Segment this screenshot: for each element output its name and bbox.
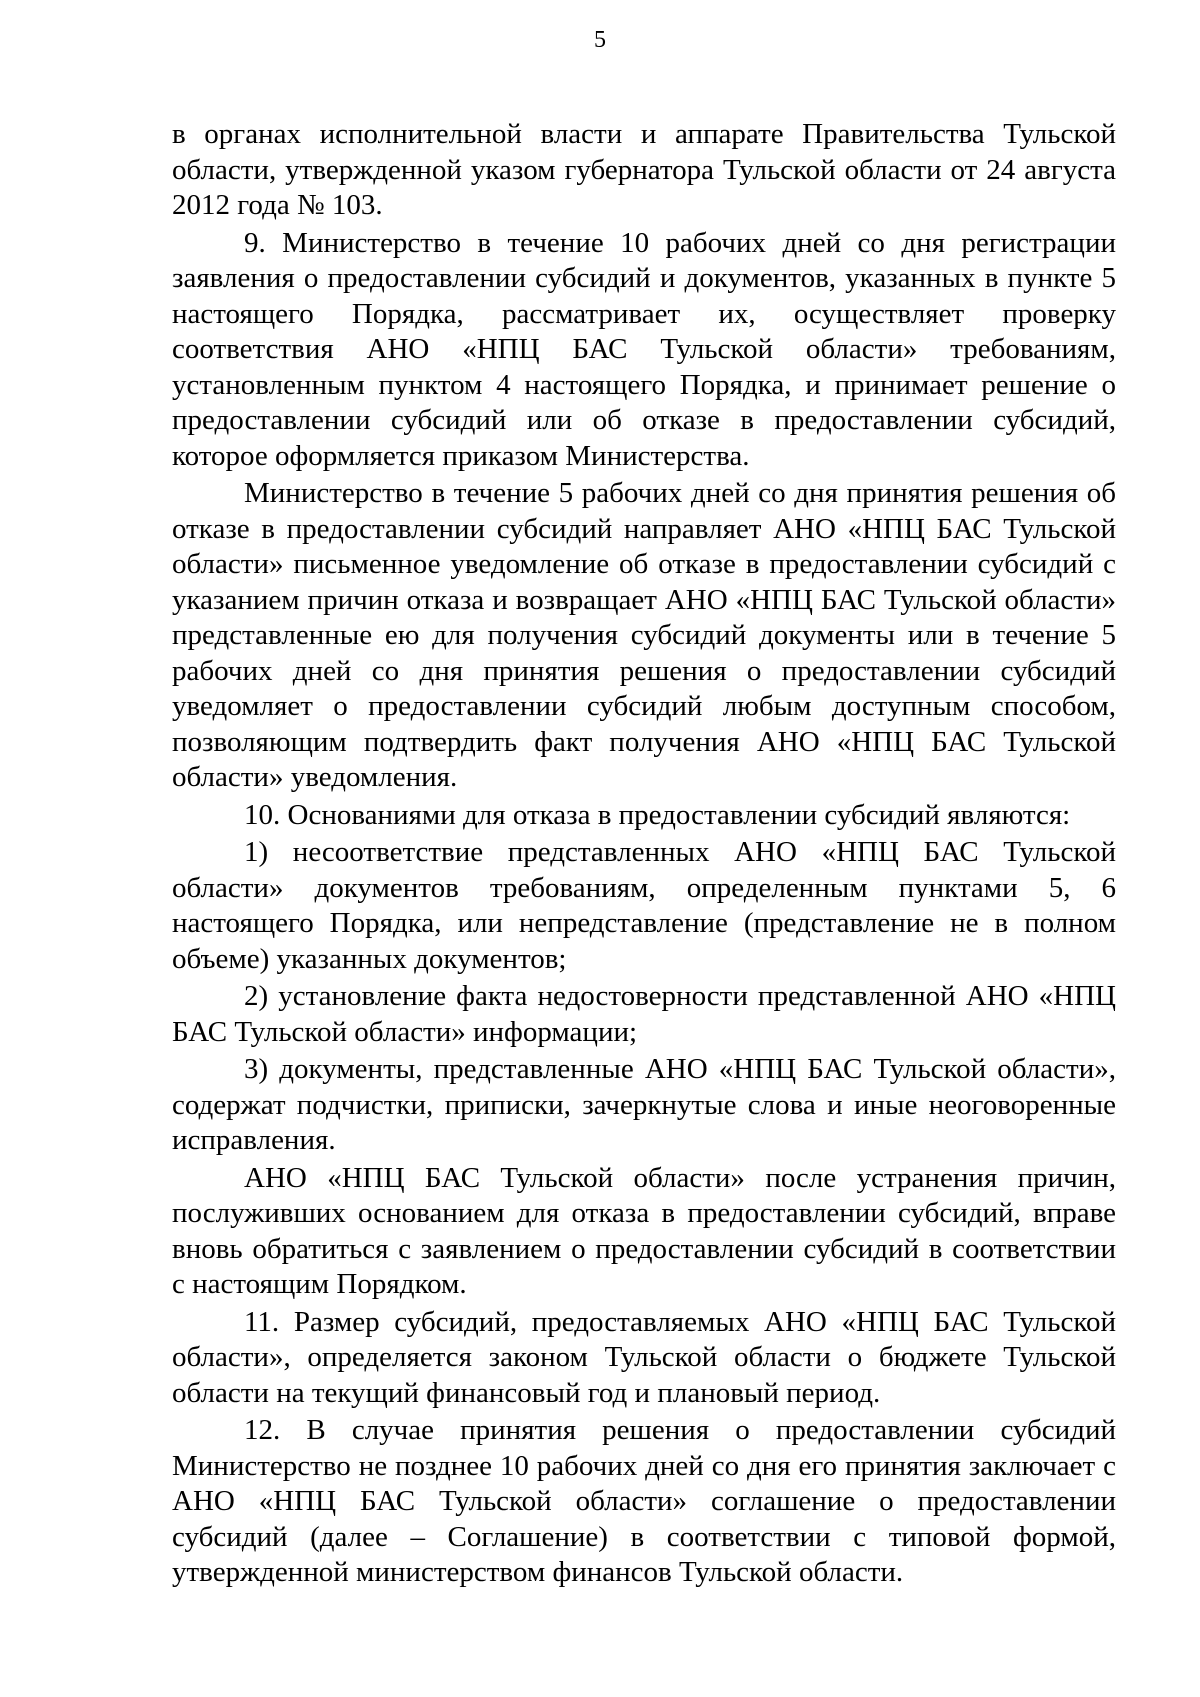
paragraph-item-11: 11. Размер субсидий, предоставляемых АНО «НПЦ БАС Тульской области», определяется законом Тульской области о бюджете Тульской области на текущий финансовый год и плановый период. xyxy=(172,1305,1116,1409)
paragraph-item-9-refusal-notice: Министерство в течение 5 рабочих дней со дня принятия решения об отказе в предоставлении субсидий направляет АНО «НПЦ БАС Тульской области» письменное уведомление об отказе в предоставлении субсидий с указанием причин отказа и возвращает АНО «НПЦ БАС Тульской области» представленные ею для получения субсидий документы или в течение 5 рабочих дней со дня принятия решения о предоставлении субсидий уведомляет о предоставлении субсидий любым доступным способом, позволяющим подтвердить факт получения АНО «НПЦ БАС Тульской области» уведомления. xyxy=(172,477,1116,793)
paragraph-item-12: 12. В случае принятия решения о предоставлении субсидий Министерство не позднее 10 рабочих дней со дня его принятия заключает с АНО «НПЦ БАС Тульской области» соглашение о предоставлении субсидий (далее – Соглашение) в соответствии с типовой формой, утвержденной министерством финансов Тульской области. xyxy=(172,1414,1116,1588)
paragraph-item-10-sub-2: 2) установление факта недостоверности представленной АНО «НПЦ БАС Тульской области» информации; xyxy=(172,980,1116,1048)
paragraph-item-10-sub-3: 3) документы, представленные АНО «НПЦ БАС Тульской области», содержат подчистки, приписки, зачеркнутые слова и иные неоговоренные исправления. xyxy=(172,1053,1116,1156)
paragraph-item-9: 9. Министерство в течение 10 рабочих дней со дня регистрации заявления о предоставлении субсидий и документов, указанных в пункте 5 настоящего Порядка, рассматривает их, осуществляет проверку соответствия АНО «НПЦ БАС Тульской области» требованиям, установленным пунктом 4 настоящего Порядка, и принимает решение о предоставлении субсидий или об отказе в предоставлении субсидий, которое оформляется приказом Министерства. xyxy=(172,226,1116,472)
paragraph-item-10-reapply: АНО «НПЦ БАС Тульской области» после устранения причин, послуживших основанием для отказа в предоставлении субсидий, вправе вновь обратиться с заявлением о предоставлении субсидий в соответствии с настоящим Порядком. xyxy=(172,1161,1116,1300)
paragraph-continuation: в органах исполнительной власти и аппарате Правительства Тульской области, утвержденной указом губернатора Тульской области от 24 августа 2012 года № 103. xyxy=(172,118,1116,221)
paragraph-item-10: 10. Основаниями для отказа в предоставлении субсидий являются: xyxy=(244,798,1071,831)
page-number: 5 xyxy=(594,27,606,53)
document-body xyxy=(172,117,1116,1593)
paragraph-item-10-sub-1: 1) несоответствие представленных АНО «НПЦ БАС Тульской области» документов требованиям, определенным пунктами 5, 6 настоящего Порядка, или непредставление (представление не в полном объеме) указанных документов; xyxy=(172,836,1116,975)
